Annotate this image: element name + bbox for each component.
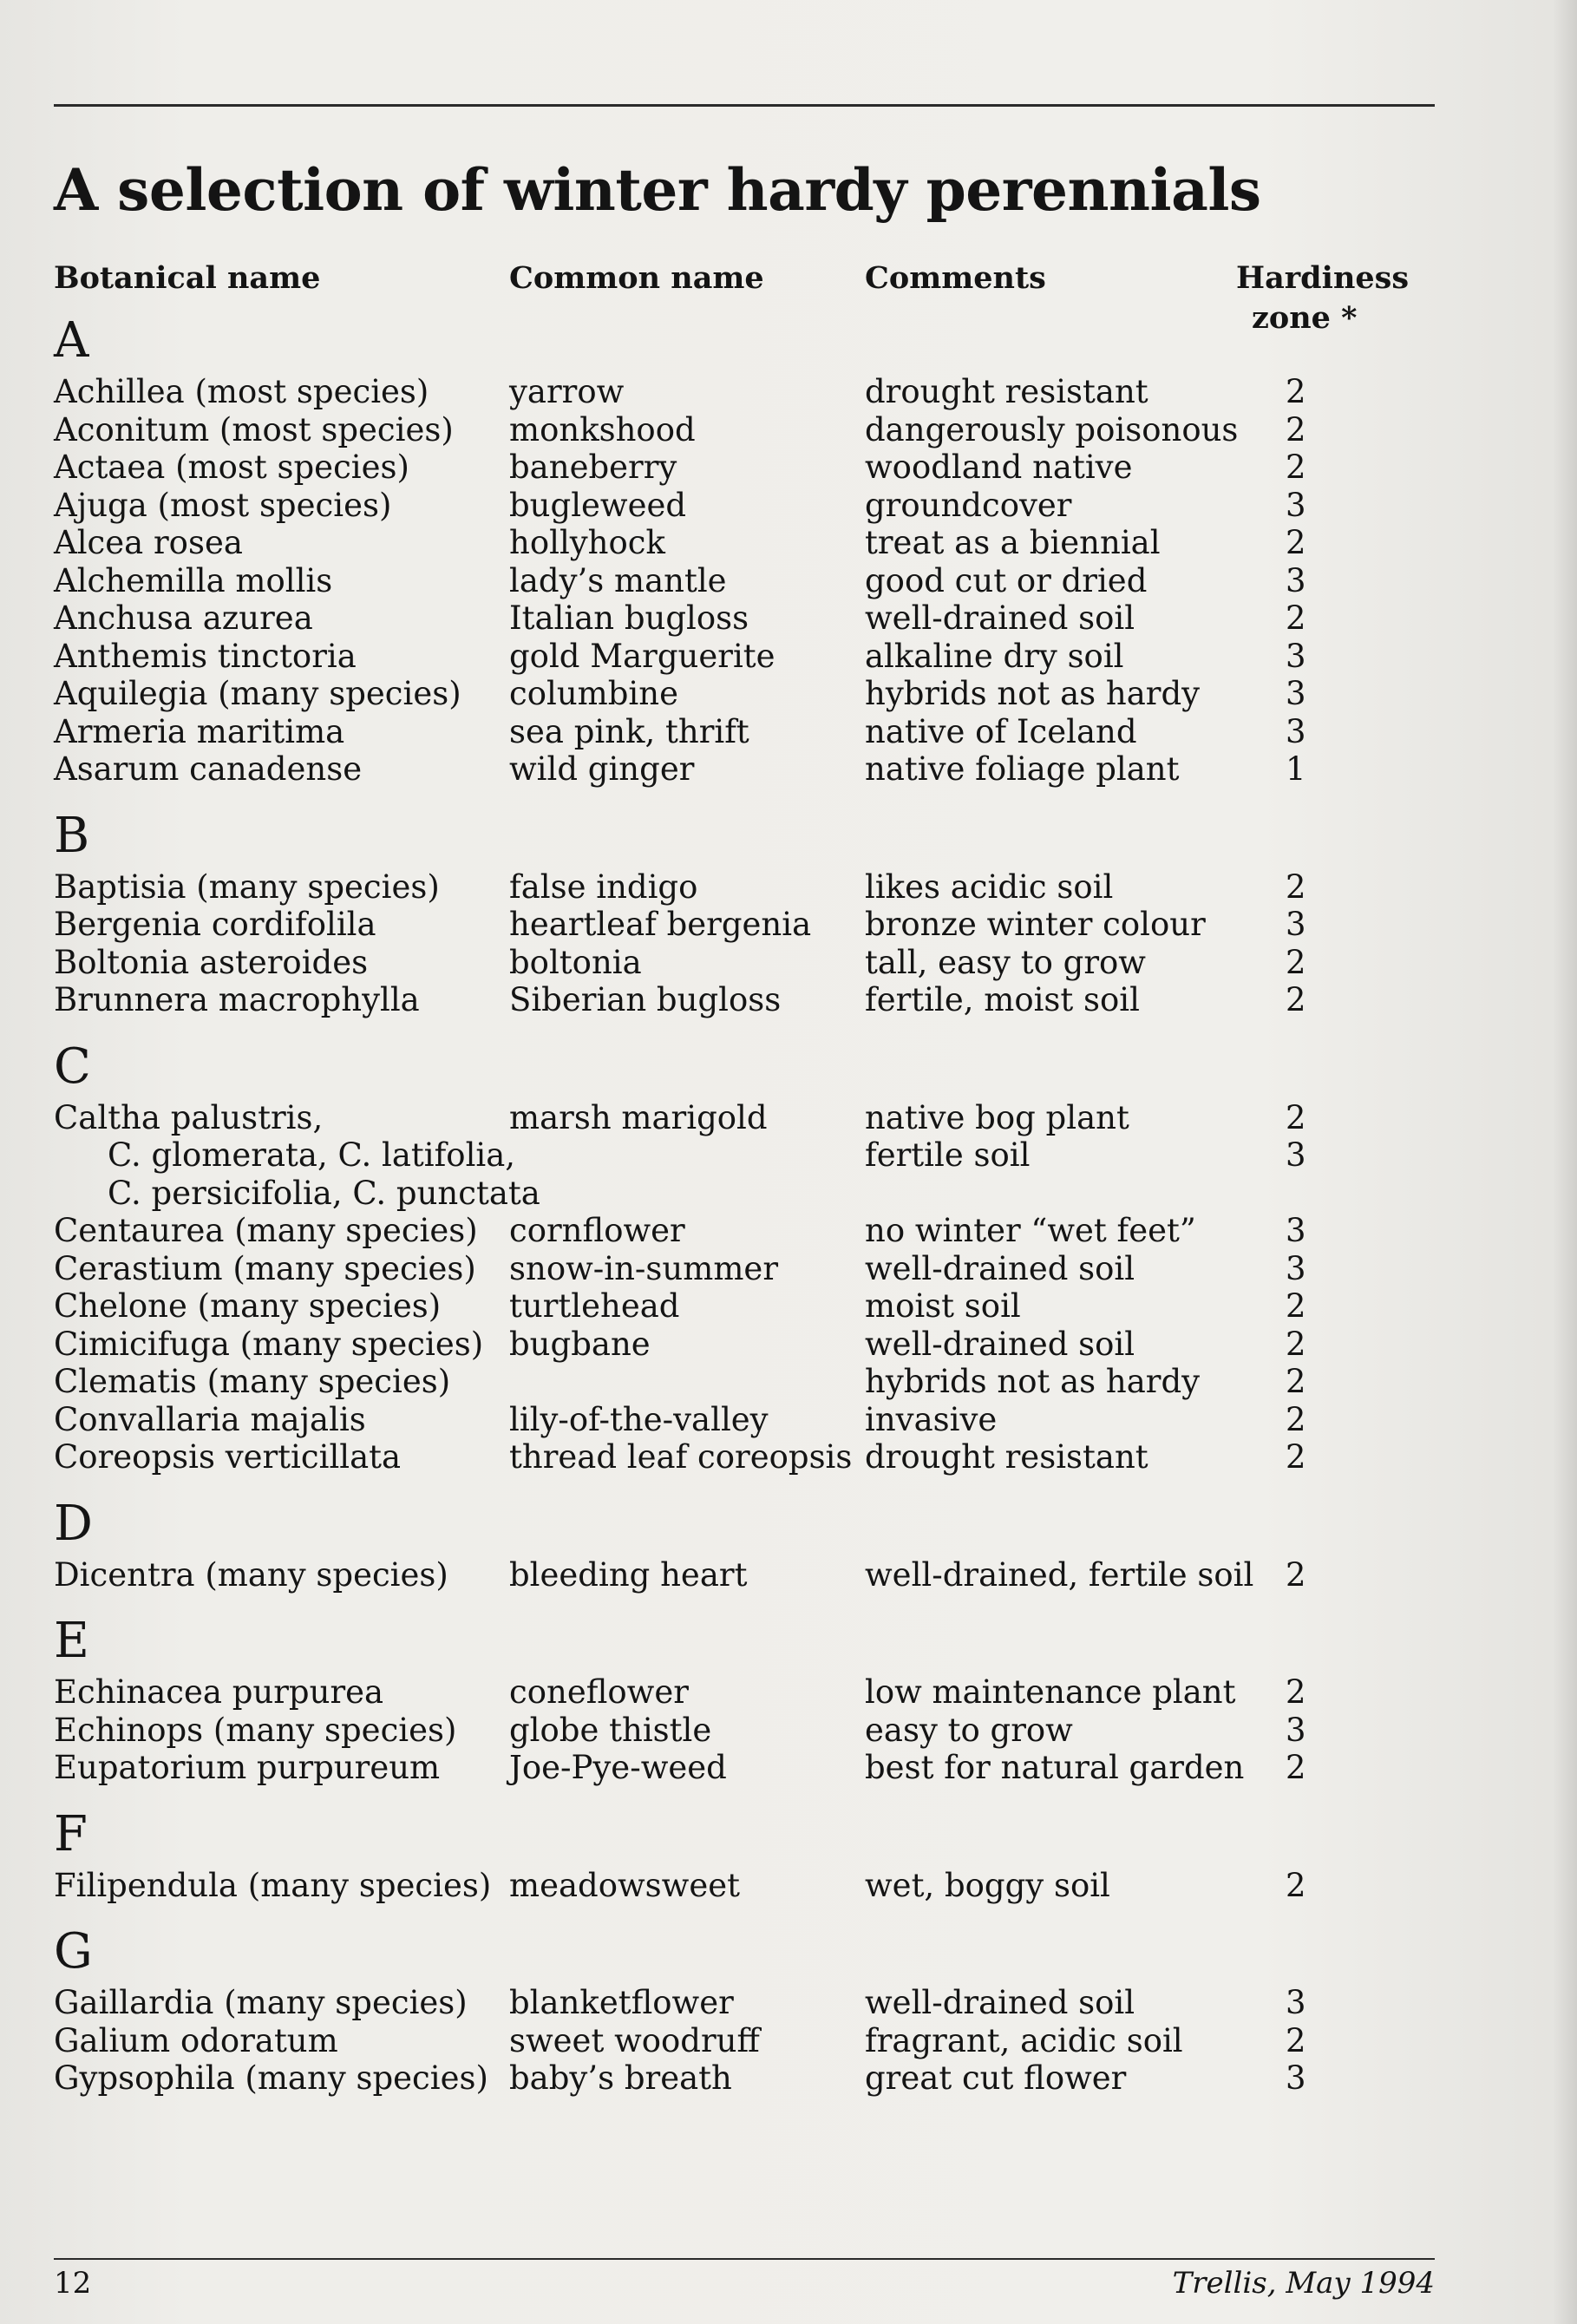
hardiness-zone-cell: 2 bbox=[1286, 2021, 1306, 2059]
plant-row bbox=[54, 599, 1442, 638]
plant-row bbox=[54, 1673, 1442, 1712]
comments-cell: tall, easy to grow bbox=[865, 943, 1146, 981]
hardiness-zone-cell: 2 bbox=[1286, 867, 1306, 906]
botanical-name-cell: Echinacea purpurea bbox=[54, 1673, 384, 1711]
common-name-cell: baneberry bbox=[509, 448, 677, 486]
comments-cell: bronze winter colour bbox=[865, 906, 1206, 943]
common-name-cell: bugleweed bbox=[509, 486, 687, 524]
common-name-cell: Italian bugloss bbox=[509, 599, 749, 637]
hardiness-zone-cell: 2 bbox=[1286, 1363, 1306, 1400]
common-name-cell: turtlehead bbox=[509, 1287, 680, 1325]
common-name-cell: baby’s breath bbox=[509, 2059, 732, 2097]
page-edge-shadow bbox=[1553, 0, 1577, 2324]
botanical-name-cell: Caltha palustris, bbox=[54, 1098, 324, 1136]
botanical-name-cell: Alchemilla mollis bbox=[54, 561, 333, 599]
comments-cell: treat as a biennial bbox=[865, 524, 1161, 561]
header-botanical-name: Botanical name bbox=[54, 260, 321, 296]
perennials-table bbox=[54, 312, 1442, 2098]
comments-cell: best for natural garden bbox=[865, 1749, 1245, 1786]
botanical-name-cell: Cerastium (many species) bbox=[54, 1249, 476, 1287]
plant-row bbox=[54, 487, 1442, 525]
hardiness-zone-cell: 2 bbox=[1286, 599, 1306, 637]
section-d bbox=[54, 1496, 1442, 1594]
plant-row bbox=[54, 1984, 1442, 2022]
hardiness-zone-cell: 2 bbox=[1286, 410, 1306, 448]
comments-cell: low maintenance plant bbox=[865, 1673, 1236, 1711]
hardiness-zone-cell: 3 bbox=[1286, 712, 1306, 750]
botanical-name-cell: Alcea rosea bbox=[54, 524, 243, 561]
comments-cell: hybrids not as hardy bbox=[865, 675, 1201, 712]
common-name-cell: hollyhock bbox=[509, 524, 665, 561]
comments-cell: well-drained soil bbox=[865, 599, 1135, 637]
plant-row bbox=[54, 1712, 1442, 1750]
common-name-cell: bugbane bbox=[509, 1325, 651, 1363]
botanical-name-cell: Actaea (most species) bbox=[54, 448, 409, 486]
botanical-name-cell: Gaillardia (many species) bbox=[54, 1984, 468, 2021]
top-rule bbox=[54, 104, 1435, 107]
common-name-cell: Joe-Pye-weed bbox=[509, 1749, 727, 1786]
botanical-name-cell: Echinops (many species) bbox=[54, 1711, 457, 1749]
common-name-cell: gold Marguerite bbox=[509, 637, 775, 675]
header-common-name: Common name bbox=[509, 260, 764, 296]
plant-row bbox=[54, 1099, 1442, 1137]
hardiness-zone-cell: 3 bbox=[1286, 1984, 1306, 2021]
plant-row bbox=[54, 944, 1442, 982]
common-name-cell: boltonia bbox=[509, 943, 642, 981]
plant-row bbox=[54, 713, 1442, 751]
plant-row bbox=[54, 1136, 1442, 1175]
hardiness-zone-cell: 2 bbox=[1286, 1438, 1306, 1476]
section-e bbox=[54, 1613, 1442, 1787]
common-name-cell: bleeding heart bbox=[509, 1555, 748, 1594]
comments-cell: groundcover bbox=[865, 486, 1072, 524]
comments-cell: well-drained soil bbox=[865, 1249, 1135, 1287]
common-name-cell: blanketflower bbox=[509, 1984, 734, 2021]
common-name-cell: lady’s mantle bbox=[509, 561, 727, 599]
comments-cell: well-drained, fertile soil bbox=[865, 1555, 1254, 1594]
hardiness-zone-cell: 2 bbox=[1286, 1555, 1306, 1594]
botanical-name-cell: Dicentra (many species) bbox=[54, 1555, 448, 1594]
plant-row bbox=[54, 906, 1442, 944]
botanical-name-cell: Centaurea (many species) bbox=[54, 1212, 478, 1249]
botanical-name-cell: Bergenia cordifolila bbox=[54, 906, 376, 943]
common-name-cell: meadowsweet bbox=[509, 1866, 740, 1904]
common-name-cell: wild ginger bbox=[509, 750, 695, 788]
comments-cell: dangerously poisonous bbox=[865, 410, 1239, 448]
hardiness-zone-cell: 2 bbox=[1286, 1325, 1306, 1363]
plant-row bbox=[54, 1212, 1442, 1250]
common-name-cell: sweet woodruff bbox=[509, 2021, 760, 2059]
publication-credit: Trellis, May 1994 bbox=[1172, 2266, 1435, 2301]
hardiness-zone-cell: 3 bbox=[1286, 906, 1306, 943]
comments-cell: fertile, moist soil bbox=[865, 981, 1140, 1018]
plant-row bbox=[54, 1175, 1442, 1213]
comments-cell: native foliage plant bbox=[865, 750, 1180, 788]
common-name-cell: coneflower bbox=[509, 1673, 689, 1711]
botanical-name-cell: Asarum canadense bbox=[54, 750, 363, 788]
common-name-cell: marsh marigold bbox=[509, 1098, 768, 1136]
hardiness-zone-cell: 2 bbox=[1286, 1749, 1306, 1786]
plant-row bbox=[54, 1556, 1442, 1594]
hardiness-zone-cell: 2 bbox=[1286, 981, 1306, 1018]
common-name-cell: columbine bbox=[509, 675, 678, 712]
section-letter: G bbox=[54, 1923, 93, 1980]
comments-cell: fertile soil bbox=[865, 1136, 1031, 1174]
common-name-cell: heartleaf bergenia bbox=[509, 906, 812, 943]
botanical-name-cell: Convallaria majalis bbox=[54, 1400, 366, 1438]
hardiness-zone-cell: 3 bbox=[1286, 675, 1306, 712]
hardiness-zone-cell: 2 bbox=[1286, 1400, 1306, 1438]
hardiness-zone-cell: 3 bbox=[1286, 1136, 1306, 1174]
botanical-name-cell: Boltonia asteroides bbox=[54, 943, 369, 981]
plant-row bbox=[54, 411, 1442, 449]
hardiness-zone-cell: 2 bbox=[1286, 1287, 1306, 1325]
botanical-name-cell: Chelone (many species) bbox=[54, 1287, 442, 1325]
botanical-name-cell: Clematis (many species) bbox=[54, 1363, 451, 1400]
comments-cell: native bog plant bbox=[865, 1098, 1129, 1136]
section-letter: A bbox=[54, 312, 89, 369]
botanical-name-cell: Cimicifuga (many species) bbox=[54, 1325, 484, 1363]
comments-cell: woodland native bbox=[865, 448, 1133, 486]
hardiness-zone-cell: 3 bbox=[1286, 637, 1306, 675]
plant-row bbox=[54, 524, 1442, 562]
section-letter: C bbox=[54, 1038, 91, 1095]
section-g bbox=[54, 1923, 1442, 2098]
comments-cell: good cut or dried bbox=[865, 561, 1148, 599]
comments-cell: alkaline dry soil bbox=[865, 637, 1124, 675]
bottom-rule bbox=[54, 2258, 1435, 2260]
section-c bbox=[54, 1038, 1442, 1476]
common-name-cell: thread leaf coreopsis bbox=[509, 1438, 853, 1476]
plant-row bbox=[54, 981, 1442, 1019]
common-name-cell: yarrow bbox=[509, 373, 625, 410]
section-letter: D bbox=[54, 1495, 93, 1552]
botanical-name-cell: Galium odoratum bbox=[54, 2021, 338, 2059]
comments-cell: fragrant, acidic soil bbox=[865, 2021, 1183, 2059]
common-name-cell: false indigo bbox=[509, 867, 698, 906]
section-a bbox=[54, 312, 1442, 789]
common-name-cell: monkshood bbox=[509, 410, 696, 448]
botanical-name-cell: Anthemis tinctoria bbox=[54, 637, 357, 675]
section-f bbox=[54, 1806, 1442, 1905]
hardiness-zone-cell: 3 bbox=[1286, 486, 1306, 524]
header-hardiness-line2: zone * bbox=[1252, 300, 1358, 336]
hardiness-zone-cell: 3 bbox=[1286, 1711, 1306, 1749]
section-letter: F bbox=[54, 1805, 88, 1862]
comments-cell: great cut flower bbox=[865, 2059, 1127, 2097]
section-b bbox=[54, 808, 1442, 1019]
botanical-name-cell: Ajuga (most species) bbox=[54, 486, 392, 524]
botanical-name-cell: Gypsophila (many species) bbox=[54, 2059, 488, 2097]
hardiness-zone-cell: 2 bbox=[1286, 524, 1306, 561]
hardiness-zone-cell: 3 bbox=[1286, 561, 1306, 599]
common-name-cell: cornflower bbox=[509, 1212, 685, 1249]
comments-cell: likes acidic soil bbox=[865, 867, 1114, 906]
hardiness-zone-cell: 3 bbox=[1286, 2059, 1306, 2097]
botanical-name-cell: Brunnera macrophylla bbox=[54, 981, 420, 1018]
plant-row bbox=[54, 1326, 1442, 1364]
section-letter: E bbox=[54, 1613, 89, 1669]
comments-cell: hybrids not as hardy bbox=[865, 1363, 1201, 1400]
common-name-cell: globe thistle bbox=[509, 1711, 712, 1749]
hardiness-zone-cell: 2 bbox=[1286, 1866, 1306, 1904]
common-name-cell: sea pink, thrift bbox=[509, 712, 749, 750]
plant-row bbox=[54, 1250, 1442, 1288]
comments-cell: drought resistant bbox=[865, 373, 1148, 410]
hardiness-zone-cell: 2 bbox=[1286, 373, 1306, 410]
botanical-name-cell: Anchusa azurea bbox=[54, 599, 313, 637]
hardiness-zone-cell: 3 bbox=[1286, 1249, 1306, 1287]
plant-row bbox=[54, 1401, 1442, 1439]
botanical-name-cell: Aquilegia (many species) bbox=[54, 675, 461, 712]
plant-row bbox=[54, 448, 1442, 487]
header-hardiness-line1: Hardiness bbox=[1236, 260, 1410, 296]
plant-row bbox=[54, 868, 1442, 907]
comments-cell: well-drained soil bbox=[865, 1984, 1135, 2021]
botanical-name-cell: Eupatorium purpureum bbox=[54, 1749, 441, 1786]
botanical-name-cell: Achillea (most species) bbox=[54, 373, 429, 410]
plant-row bbox=[54, 1749, 1442, 1787]
page-number: 12 bbox=[54, 2266, 92, 2301]
hardiness-zone-cell: 1 bbox=[1286, 750, 1306, 788]
comments-cell: wet, boggy soil bbox=[865, 1866, 1110, 1904]
plant-row bbox=[54, 750, 1442, 789]
header-comments: Comments bbox=[865, 260, 1046, 296]
plant-row bbox=[54, 675, 1442, 713]
comments-cell: native of Iceland bbox=[865, 712, 1137, 750]
plant-row bbox=[54, 373, 1442, 411]
common-name-cell: snow-in-summer bbox=[509, 1249, 779, 1287]
botanical-name-cell: Armeria maritima bbox=[54, 712, 345, 750]
plant-row bbox=[54, 1867, 1442, 1905]
botanical-name-cell: Baptisia (many species) bbox=[54, 867, 440, 906]
hardiness-zone-cell: 2 bbox=[1286, 1098, 1306, 1136]
plant-row bbox=[54, 2059, 1442, 2098]
plant-row bbox=[54, 562, 1442, 600]
hardiness-zone-cell: 2 bbox=[1286, 943, 1306, 981]
hardiness-zone-cell: 3 bbox=[1286, 1212, 1306, 1249]
plant-row bbox=[54, 2022, 1442, 2060]
page-title: A selection of winter hardy perennials bbox=[54, 156, 1261, 224]
section-letter: B bbox=[54, 807, 90, 864]
plant-row bbox=[54, 638, 1442, 676]
hardiness-zone-cell: 2 bbox=[1286, 448, 1306, 486]
plant-row bbox=[54, 1438, 1442, 1476]
botanical-name-cell: Filipendula (many species) bbox=[54, 1866, 492, 1904]
common-name-cell: Siberian bugloss bbox=[509, 981, 782, 1018]
comments-cell: drought resistant bbox=[865, 1438, 1148, 1476]
comments-cell: no winter “wet feet” bbox=[865, 1212, 1196, 1249]
botanical-name-cell: Coreopsis verticillata bbox=[54, 1438, 402, 1476]
comments-cell: invasive bbox=[865, 1400, 998, 1438]
comments-cell: moist soil bbox=[865, 1287, 1021, 1325]
botanical-name-cell: C. persicifolia, C. punctata bbox=[108, 1174, 540, 1212]
plant-row bbox=[54, 1363, 1442, 1401]
hardiness-zone-cell: 2 bbox=[1286, 1673, 1306, 1711]
common-name-cell: lily-of-the-valley bbox=[509, 1400, 769, 1438]
comments-cell: easy to grow bbox=[865, 1711, 1073, 1749]
plant-row bbox=[54, 1287, 1442, 1326]
botanical-name-cell: C. glomerata, C. latifolia, bbox=[108, 1136, 516, 1174]
comments-cell: well-drained soil bbox=[865, 1325, 1135, 1363]
botanical-name-cell: Aconitum (most species) bbox=[54, 410, 454, 448]
